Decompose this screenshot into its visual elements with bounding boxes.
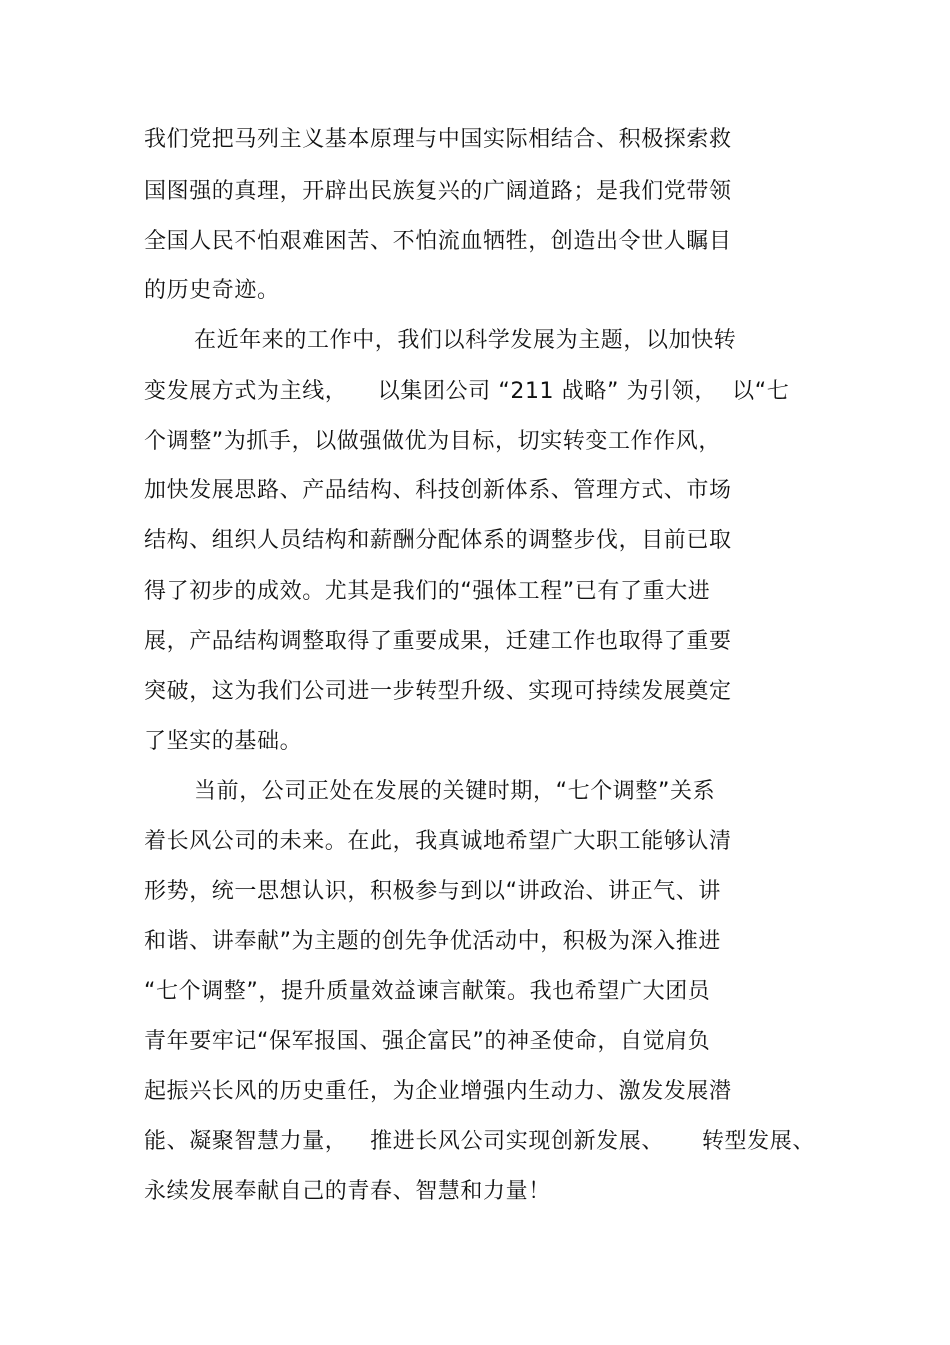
text-line: 突破，这为我们公司进一步转型升级、实现可持续发展奠定 xyxy=(144,679,732,704)
text-line: 和谐、讲奉献”为主题的创先争优活动中，积极为深入推进 xyxy=(144,929,721,954)
text-line: 加快发展思路、产品结构、科技创新体系、管理方式、市场 xyxy=(144,478,732,503)
text-line: 了坚实的基础。 xyxy=(144,729,303,754)
text-line: 结构、组织人员结构和薪酬分配体系的调整步伐，目前已取 xyxy=(144,528,732,553)
paragraph-first-line: 在近年来的工作中，我们以科学发展为主题，以加快转 xyxy=(194,328,737,353)
text-line: 个调整”为抓手，以做强做优为目标，切实转变工作作风， xyxy=(144,429,721,454)
text-line: 变发展方式为主线， 以集团公司 “211 战略” 为引领， 以“七 xyxy=(144,379,790,404)
text-line: 青年要牢记“保军报国、强企富民”的神圣使命，自觉肩负 xyxy=(144,1029,711,1054)
text-line: 得了初步的成效。尤其是我们的“强体工程”已有了重大进 xyxy=(144,579,711,604)
paragraph-first-line: 当前，公司正处在发展的关键时期，“七个调整”关系 xyxy=(194,779,716,804)
text-line: 全国人民不怕艰难困苦、不怕流血牺牲，创造出令世人瞩目 xyxy=(144,229,732,254)
text-line: 展，产品结构调整取得了重要成果，迁建工作也取得了重要 xyxy=(144,629,732,654)
text-line: 国图强的真理，开辟出民族复兴的广阔道路；是我们党带领 xyxy=(144,179,732,204)
text-line: 我们党把马列主义基本原理与中国实际相结合、积极探索救 xyxy=(144,127,732,152)
text-line: “七个调整”，提升质量效益谏言献策。我也希望广大团员 xyxy=(144,979,711,1004)
text-line: 形势，统一思想认识，积极参与到以“讲政治、讲正气、讲 xyxy=(144,879,721,904)
text-line: 永续发展奉献自己的青春、智慧和力量！ xyxy=(144,1179,551,1204)
text-line: 的历史奇迹。 xyxy=(144,278,280,303)
text-line: 起振兴长风的历史重任，为企业增强内生动力、激发发展潜 xyxy=(144,1079,732,1104)
text-line: 能、凝聚智慧力量， 推进长风公司实现创新发展、 转型发展、 xyxy=(144,1129,815,1154)
text-line: 着长风公司的未来。在此，我真诚地希望广大职工能够认清 xyxy=(144,829,732,854)
